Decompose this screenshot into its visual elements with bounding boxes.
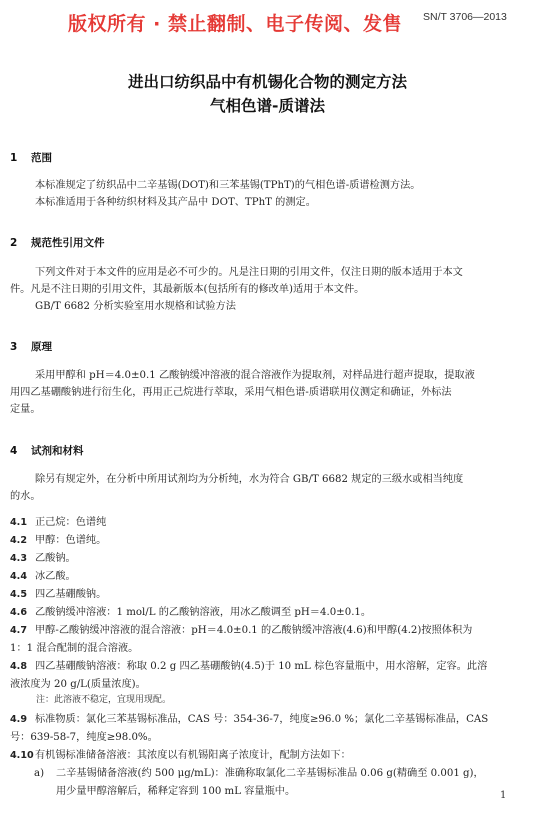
item-text: 标准物质：氯化三苯基锡标准品，CAS 号：354-36-7，纯度≥96.0 %；氯化二辛基锡标准品，CAS — [35, 714, 489, 725]
item-number: 4.7 — [10, 625, 27, 636]
item-number: 4.9 — [10, 714, 27, 725]
sub-item-a-continuation — [56, 782, 295, 797]
sub-item-a — [34, 764, 484, 779]
section-number: 1 — [10, 152, 18, 164]
list-item-continuation — [10, 639, 138, 654]
section-1-heading — [10, 150, 52, 165]
paragraph-line: 件。凡是不注日期的引用文件，其最新版本(包括所有的修改单)适用于本文件。 — [10, 284, 365, 295]
list-item — [10, 710, 488, 725]
item-text: 正己烷：色谱纯 — [35, 517, 107, 528]
list-item-continuation — [10, 675, 146, 690]
sub-item-text: 用少量甲醇溶解后，稀释定容到 100 mL 容量瓶中。 — [56, 786, 296, 797]
item-text: 液浓度为 20 g/L(质量浓度)。 — [10, 679, 146, 690]
paragraph-line: 除另有规定外，在分析中所用试剂均为分析纯，水为符合 GB/T 6682 规定的三级水或相当纯度 — [35, 474, 464, 485]
section-number: 3 — [10, 341, 18, 353]
list-item — [10, 513, 106, 528]
item-text: 乙酸钠。 — [35, 553, 76, 564]
item-number: 4.1 — [10, 517, 27, 528]
item-text: 1：1 混合配制的混合溶液。 — [10, 643, 139, 654]
item-text: 冰乙酸。 — [35, 571, 76, 582]
section-2-heading — [10, 235, 105, 250]
item-number: 4.4 — [10, 571, 27, 582]
section-4-intro — [10, 471, 530, 505]
paragraph-line: 下列文件对于本文件的应用是必不可少的。凡是注日期的引用文件，仅注日期的版本适用于本文 — [35, 267, 463, 278]
item-text: 甲醇-乙酸钠缓冲溶液的混合溶液：pH＝4.0±0.1 的乙酸钠缓冲溶液(4.6)和甲醇(4.2)按照体积为 — [35, 625, 473, 636]
section-number: 2 — [10, 237, 18, 249]
item-text: 有机锡标准储备溶液：其浓度以有机锡阳离子浓度计，配制方法如下： — [35, 750, 351, 761]
section-1-body — [35, 177, 525, 211]
list-item — [10, 603, 371, 618]
list-item — [10, 567, 76, 582]
standard-number: SN/T 3706—2013 — [423, 11, 507, 23]
document-title: 进出口纺织品中有机锡化合物的测定方法 — [127, 73, 407, 91]
item-text: 号：639-58-7，纯度≥98.0%。 — [10, 732, 158, 743]
copyright-banner: 版权所有 · 禁止翻制、电子传阅、发售 — [68, 13, 402, 35]
section-title: 规范性引用文件 — [31, 237, 105, 249]
item-number: 4.8 — [10, 661, 27, 672]
normative-reference: GB/T 6682 分析实验室用水规格和试验方法 — [35, 301, 236, 312]
section-title: 范围 — [31, 152, 52, 164]
list-item — [10, 585, 106, 600]
list-item — [10, 531, 106, 546]
section-2-body — [10, 264, 530, 315]
section-3-body — [10, 367, 530, 418]
item-number: 4.2 — [10, 535, 27, 546]
document-subtitle: 气相色谱-质谱法 — [210, 97, 325, 115]
paragraph-line: 定量。 — [10, 404, 41, 415]
paragraph-line: 用四乙基硼酸钠进行衍生化，再用正己烷进行萃取，采用气相色谱-质谱联用仪测定和确证，外标法 — [10, 387, 452, 398]
list-item — [10, 657, 487, 672]
section-number: 4 — [10, 445, 18, 457]
item-text: 四乙基硼酸钠溶液：称取 0.2 g 四乙基硼酸钠(4.5)于 10 mL 棕色容量瓶中，用水溶解，定容。此溶 — [35, 661, 488, 672]
item-number: 4.6 — [10, 607, 27, 618]
list-item — [10, 621, 472, 636]
item-number: 4.10 — [10, 750, 34, 761]
item-number: 4.5 — [10, 589, 27, 600]
item-text: 甲醇：色谱纯。 — [35, 535, 107, 546]
list-item-continuation — [10, 728, 158, 743]
item-number: 4.3 — [10, 553, 27, 564]
paragraph-line: 本标准适用于各种纺织材料及其产品中 DOT、TPhT 的测定。 — [35, 197, 316, 208]
section-4-heading — [10, 443, 84, 458]
item-text: 乙酸钠缓冲溶液：1 mol/L 的乙酸钠溶液，用冰乙酸调至 pH＝4.0±0.1。 — [35, 607, 372, 618]
item-text: 四乙基硼酸钠。 — [35, 589, 107, 600]
paragraph-line: 本标准规定了纺织品中二辛基锡(DOT)和三苯基锡(TPhT)的气相色谱-质谱检测方法。 — [35, 180, 421, 191]
section-title: 试剂和材料 — [31, 445, 84, 457]
list-item — [10, 746, 351, 761]
section-title: 原理 — [31, 341, 52, 353]
sub-item-text: 二辛基锡储备溶液(约 500 μg/mL)：准确称取氯化二辛基锡标准品 0.06 g(精确至 0.001 g)， — [56, 768, 484, 779]
paragraph-line: 采用甲醇和 pH＝4.0±0.1 乙酸钠缓冲溶液的混合溶液作为提取剂，对样品进行超声提取，提取液 — [35, 370, 475, 381]
section-3-heading — [10, 339, 52, 354]
note-text: 注：此溶液不稳定，宜现用现配。 — [36, 695, 172, 705]
paragraph-line: 的水。 — [10, 491, 41, 502]
list-item — [10, 549, 76, 564]
page-number: 1 — [500, 790, 507, 801]
sub-item-label: a) — [34, 768, 45, 779]
